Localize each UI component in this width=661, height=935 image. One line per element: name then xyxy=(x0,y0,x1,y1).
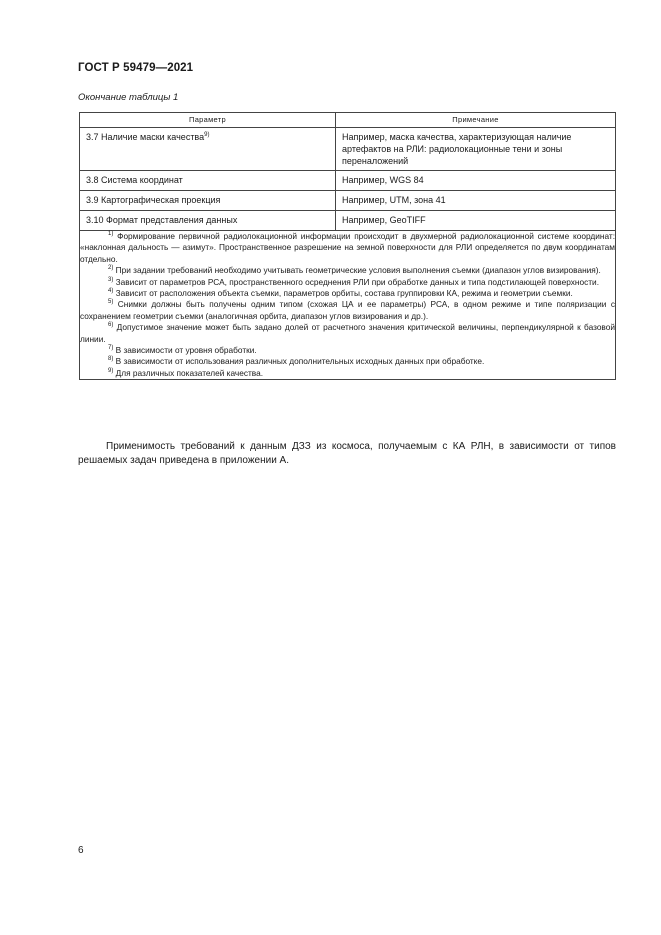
footnote: $^{6)}$ Допустимое значение может быть задано долей от расчетного значения критической величины, перпендикулярной к базовой линии. xyxy=(80,322,615,344)
cell-note xyxy=(336,171,616,191)
parameter-text: 3.7 Наличие маски качества xyxy=(86,132,205,142)
table-row xyxy=(80,128,616,171)
table-caption: Окончание таблицы 1 xyxy=(78,92,179,103)
body-paragraph: Применимость требований к данным ДЗЗ из космоса, получаемым с КА РЛН, в зависимости от типов решаемых задач приведена в приложении А. xyxy=(78,441,616,466)
note-text: Например, UTM, зона 41 xyxy=(342,195,446,205)
header-parameter: Параметр xyxy=(80,113,336,128)
note-text: Например, WGS 84 xyxy=(342,175,424,185)
document-title: ГОСТ Р 59479—2021 xyxy=(78,62,194,74)
footnote: $^{1)}$ Формирование первичной радиолокационной информации происходит в двухмерной радиолокационной системе координат: «наклонная дальность — азимут». Пространственное разрешение на земной поверхности для РЛИ определяется по двум координатам отдельно. xyxy=(80,231,615,264)
table-row xyxy=(80,211,616,231)
footnote: $^{3)}$ Зависит от параметров РСА, пространственного осреднения РЛИ при обработке данных и типа подстилающей поверхности. xyxy=(108,276,599,287)
table-header-row xyxy=(80,113,616,128)
parameter-text: 3.10 Формат представления данных xyxy=(86,215,238,225)
footnotes-row xyxy=(80,231,616,380)
cell-note xyxy=(336,211,616,231)
table-row xyxy=(80,171,616,191)
page-number: 6 xyxy=(78,845,84,856)
footnote: $^{9)}$ Для различных показателей качества. xyxy=(108,367,264,378)
footnote: $^{4)}$ Зависит от расположения объекта съемки, параметров орбиты, состава группировки КА, режима и геометрии съемки. xyxy=(108,288,573,299)
cell-parameter xyxy=(80,211,336,231)
note-text: Например, GeoTIFF xyxy=(342,215,426,225)
cell-note xyxy=(336,128,616,171)
footnote: $^{8)}$ В зависимости от использования различных дополнительных исходных данных при обработке. xyxy=(108,356,485,367)
cell-parameter xyxy=(80,171,336,191)
cell-parameter xyxy=(80,128,336,171)
footnote: $^{5)}$ Снимки должны быть получены одним типом (схожая ЦА и ее параметры) РСА, в одном режиме и типе поляризации с сохранением геометрии съемки (аналогичная орбита, диапазон углов визирования и др.). xyxy=(80,299,615,321)
cell-parameter xyxy=(80,191,336,211)
footnote: $^{2)}$ При задании требований необходимо учитывать геометрические условия выполнения съемки (диапазон углов визирования). xyxy=(108,265,601,276)
footnote-ref: 9) xyxy=(204,132,210,138)
header-note: Примечание xyxy=(336,113,616,128)
footnote: $^{7)}$ В зависимости от уровня обработки. xyxy=(108,345,257,356)
parameter-text: 3.8 Система координат xyxy=(86,175,183,185)
note-text: Например, маска качества, характеризующая наличие артефактов на РЛИ: радиолокационные тени и зоны переналожений xyxy=(342,132,572,166)
footnotes-cell xyxy=(80,231,616,380)
table-row xyxy=(80,191,616,211)
cell-note xyxy=(336,191,616,211)
parameters-table xyxy=(79,112,616,380)
parameter-text: 3.9 Картографическая проекция xyxy=(86,195,221,205)
